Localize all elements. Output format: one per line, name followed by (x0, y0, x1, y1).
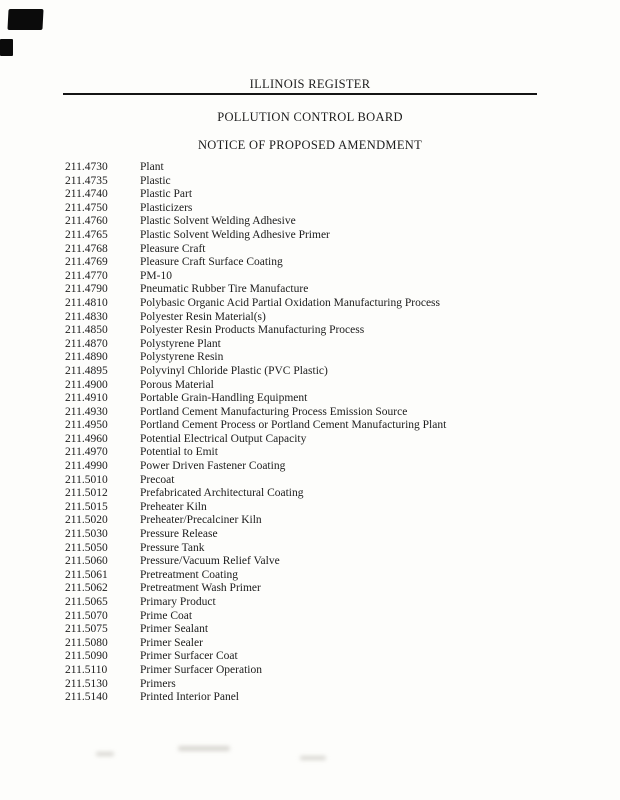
list-item (65, 379, 600, 393)
scan-smudge (96, 752, 114, 756)
section-title: Pretreatment Wash Primer (140, 582, 261, 595)
list-item (65, 324, 600, 338)
list-item (65, 487, 600, 501)
section-number: 211.5060 (65, 555, 108, 568)
section-number: 211.4760 (65, 215, 108, 228)
list-item (65, 610, 600, 624)
section-number: 211.5065 (65, 596, 108, 608)
list-item (65, 256, 600, 270)
list-item (65, 215, 600, 229)
section-title: Pressure/Vacuum Relief Valve (140, 555, 280, 568)
section-number: 211.4740 (65, 188, 108, 201)
section-title: Primary Product (140, 596, 216, 608)
list-item (65, 243, 600, 257)
section-number: 211.5030 (65, 528, 108, 541)
section-number: 211.4990 (65, 460, 108, 473)
section-number: 211.4770 (65, 269, 108, 282)
section-title: Power Driven Fastener Coating (140, 460, 286, 473)
section-title: Pretreatment Coating (140, 568, 239, 581)
section-number: 211.4970 (65, 446, 108, 459)
notice-title: NOTICE OF PROPOSED AMENDMENT (197, 138, 423, 152)
section-title: Portland Cement Manufacturing Process Emission Source (140, 405, 408, 418)
list-item (65, 596, 600, 610)
scan-artifact-top-left (7, 9, 43, 30)
register-title: ILLINOIS REGISTER (249, 77, 371, 91)
section-title: Plastic (140, 174, 171, 187)
board-title: POLLUTION CONTROL BOARD (217, 110, 403, 124)
section-number: 211.4735 (65, 174, 108, 187)
section-title: Pleasure Craft Surface Coating (140, 256, 283, 269)
section-number: 211.4960 (65, 432, 108, 445)
section-title: Polystyrene Resin (140, 351, 224, 364)
section-number: 211.4769 (65, 256, 108, 269)
list-item (65, 460, 600, 474)
section-title: Portable Grain-Handling Equipment (140, 392, 308, 405)
list-item (65, 188, 600, 202)
list-item (65, 419, 600, 433)
section-title: Pleasure Craft (140, 242, 206, 255)
section-title: PM-10 (140, 269, 172, 282)
list-item (65, 501, 600, 515)
list-item (65, 623, 600, 637)
list-item (65, 338, 600, 352)
section-title: Potential to Emit (140, 446, 218, 459)
list-item (65, 528, 600, 542)
section-title: Portland Cement Process or Portland Cement Manufacturing Plant (140, 419, 447, 432)
section-number: 211.4790 (65, 283, 108, 296)
header-rule-line (63, 93, 537, 95)
list-item (65, 555, 600, 569)
section-title: Pressure Release (140, 528, 218, 541)
list-item (65, 161, 600, 175)
section-title: Preheater/Precalciner Kiln (140, 514, 262, 527)
section-number: 211.4950 (65, 419, 108, 432)
section-number: 211.4910 (65, 392, 108, 405)
section-number: 211.5012 (65, 487, 108, 500)
section-number: 211.4870 (65, 337, 108, 350)
section-title: Polybasic Organic Acid Partial Oxidation Manufacturing Process (140, 296, 441, 309)
list-item (65, 446, 600, 460)
section-number: 211.4730 (65, 161, 108, 173)
list-item (65, 542, 600, 556)
section-number: 211.5130 (65, 677, 108, 690)
section-number: 211.5015 (65, 500, 108, 513)
scan-smudge (300, 756, 326, 760)
list-item (65, 297, 600, 311)
list-item (65, 202, 600, 216)
section-title: Precoat (140, 473, 175, 486)
list-item (65, 678, 600, 692)
section-title: Potential Electrical Output Capacity (140, 432, 307, 445)
list-item (65, 392, 600, 406)
list-item (65, 175, 600, 189)
section-number: 211.5075 (65, 623, 108, 636)
section-title: Polystyrene Plant (140, 337, 221, 350)
section-number: 211.5062 (65, 582, 108, 595)
section-number: 211.4890 (65, 351, 108, 364)
section-number: 211.5061 (65, 568, 108, 581)
section-number: 211.4765 (65, 228, 108, 241)
section-title: Primer Surfacer Coat (140, 650, 238, 663)
section-title: Pneumatic Rubber Tire Manufacture (140, 283, 309, 296)
section-number: 211.5010 (65, 473, 108, 486)
list-item (65, 365, 600, 379)
section-number: 211.4830 (65, 310, 108, 323)
section-number: 211.4768 (65, 242, 108, 255)
list-item (65, 270, 600, 284)
list-item (65, 650, 600, 664)
section-number: 211.4850 (65, 324, 108, 337)
section-title: Polyester Resin Material(s) (140, 310, 266, 323)
section-title: Polyester Resin Products Manufacturing Process (140, 324, 365, 337)
list-item (65, 664, 600, 678)
list-item (65, 691, 600, 705)
section-list (65, 161, 600, 705)
list-item (65, 283, 600, 297)
section-title: Polyvinyl Chloride Plastic (PVC Plastic) (140, 364, 328, 377)
section-title: Printed Interior Panel (140, 691, 240, 704)
list-item (65, 637, 600, 651)
list-item (65, 406, 600, 420)
section-title: Primer Sealer (140, 636, 203, 649)
section-number: 211.5090 (65, 650, 108, 663)
section-title: Plasticizers (140, 201, 193, 214)
section-title: Prefabricated Architectural Coating (140, 487, 304, 500)
section-title: Preheater Kiln (140, 500, 207, 513)
section-number: 211.4895 (65, 364, 108, 377)
section-title: Primer Sealant (140, 623, 209, 636)
list-item (65, 514, 600, 528)
list-item (65, 229, 600, 243)
list-item (65, 433, 600, 447)
scan-artifact-left-edge (0, 39, 13, 56)
list-item (65, 582, 600, 596)
scan-smudge (178, 746, 230, 751)
section-title: Primers (140, 677, 176, 690)
section-title: Prime Coat (140, 609, 193, 622)
section-title: Plant (140, 161, 164, 173)
section-number: 211.4750 (65, 201, 108, 214)
section-number: 211.5140 (65, 691, 108, 704)
section-title: Plastic Part (140, 188, 193, 201)
section-title: Plastic Solvent Welding Adhesive Primer (140, 228, 330, 241)
list-item (65, 569, 600, 583)
section-number: 211.5070 (65, 609, 108, 622)
section-title: Porous Material (140, 378, 214, 391)
section-title: Plastic Solvent Welding Adhesive (140, 215, 296, 228)
section-number: 211.4930 (65, 405, 108, 418)
list-item (65, 311, 600, 325)
section-number: 211.4810 (65, 296, 108, 309)
section-title: Primer Surfacer Operation (140, 663, 262, 676)
section-title: Pressure Tank (140, 541, 205, 554)
section-number: 211.5110 (65, 663, 108, 676)
section-number: 211.4900 (65, 378, 108, 391)
list-item (65, 351, 600, 365)
section-number: 211.5020 (65, 514, 108, 527)
section-number: 211.5080 (65, 636, 108, 649)
section-number: 211.5050 (65, 541, 108, 554)
list-item (65, 474, 600, 488)
